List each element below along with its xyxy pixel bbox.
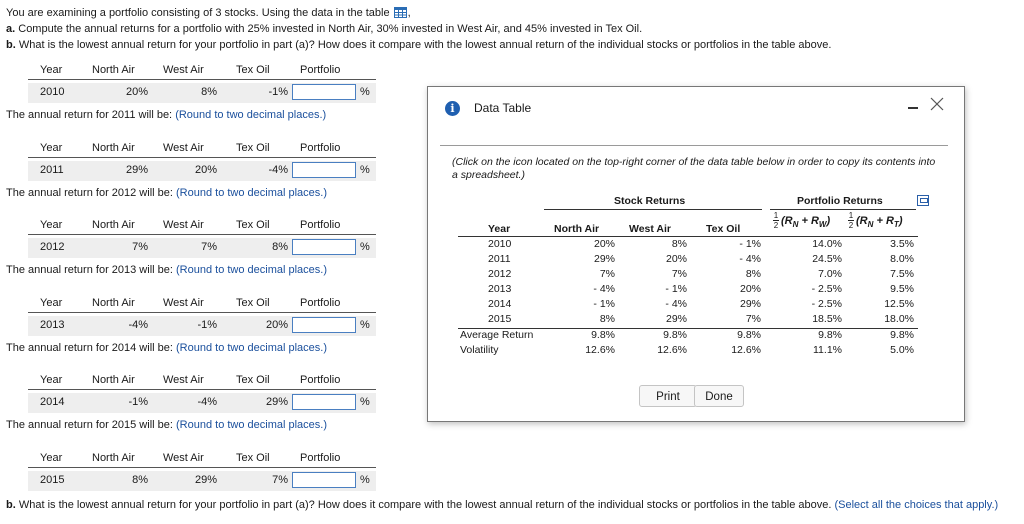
- done-button[interactable]: Done: [694, 385, 744, 407]
- data-table-dialog: [427, 86, 965, 422]
- answer-table-row: [28, 316, 376, 336]
- cell-west: 9.8%: [663, 329, 687, 341]
- rounding-hint: (Round to two decimal places.): [176, 419, 328, 431]
- row-tex-oil: -1%: [268, 86, 288, 98]
- header-west-air: West Air: [163, 452, 204, 464]
- percent-sign: %: [360, 319, 370, 331]
- cell-p2: 9.8%: [890, 329, 914, 341]
- cell-north: 12.6%: [585, 344, 615, 356]
- portfolio-return-input[interactable]: [292, 84, 356, 100]
- row-tex-oil: -4%: [268, 164, 288, 176]
- dialog-title: Data Table: [474, 101, 532, 115]
- answer-part-2013: [0, 296, 380, 356]
- answer-table-row: [28, 393, 376, 413]
- cell-p2: 8.0%: [890, 253, 914, 265]
- answer-part-2011: [0, 141, 380, 201]
- row-north-air: -4%: [128, 319, 148, 331]
- cell-tex: - 4%: [739, 253, 761, 265]
- formula1-expression: $(R_N + R_W)$: [781, 215, 831, 230]
- cell-tex: 8%: [745, 268, 761, 280]
- answer-table-row: [28, 83, 376, 103]
- part-b-question-text: What is the lowest annual return for your portfolio in part (a)? How does it compare with the lowest annual return of the individual stocks or portfolios in the table above.: [15, 499, 832, 511]
- header-west-air: West Air: [163, 374, 204, 386]
- header-tex-oil: Tex Oil: [236, 64, 270, 76]
- header-portfolio: Portfolio: [300, 219, 341, 231]
- cell-p2: 7.5%: [890, 268, 914, 280]
- header-north-air: North Air: [92, 297, 135, 309]
- row-label: Average Return: [460, 329, 534, 341]
- cell-north: - 4%: [593, 283, 615, 295]
- stock-group-rule: [544, 209, 762, 210]
- row-year: 2011: [40, 164, 64, 176]
- row-year: 2013: [40, 319, 65, 331]
- answer-table-row: [28, 161, 376, 181]
- portfolio-return-input[interactable]: [292, 317, 356, 333]
- annual-return-prompt: [6, 109, 326, 121]
- formula2-denominator: 2: [848, 221, 854, 230]
- header-north-air: North Air: [92, 64, 135, 76]
- header-west-air: West Air: [163, 297, 204, 309]
- cell-west: - 4%: [665, 298, 687, 310]
- portfolio-return-input[interactable]: [292, 162, 356, 178]
- cell-p2: 9.5%: [890, 283, 914, 295]
- cell-north: 20%: [593, 238, 615, 250]
- part-b-question-hint: (Select all the choices that apply.): [834, 499, 999, 511]
- percent-sign: %: [360, 241, 370, 253]
- header-north-air: North Air: [92, 374, 135, 386]
- header-tex-oil: Tex Oil: [236, 374, 270, 386]
- answer-table-header: [28, 63, 376, 80]
- portfolio-group-rule: [770, 209, 916, 210]
- cell-tex: 20%: [739, 283, 761, 295]
- cell-tex: - 1%: [739, 238, 761, 250]
- intro-line-1: [6, 5, 831, 21]
- formula2-numerator: 1: [848, 211, 854, 220]
- header-west-air: West Air: [163, 142, 204, 154]
- row-tex-oil: 7%: [272, 474, 288, 486]
- row-year: 2012: [40, 241, 65, 253]
- rounding-hint: (Round to two decimal places.): [176, 342, 328, 354]
- cell-p1: 11.1%: [813, 344, 842, 356]
- annual-return-prompt: [6, 342, 327, 354]
- prompt-text: The annual return for 2013 will be:: [6, 264, 173, 276]
- portfolio-returns-header: Portfolio Returns: [797, 195, 883, 207]
- row-west-air: 8%: [201, 86, 217, 98]
- cell-west: 20%: [665, 253, 687, 265]
- row-north-air: 20%: [125, 86, 148, 98]
- row-label: 2010: [488, 238, 512, 250]
- answer-table-header: [28, 296, 376, 313]
- copy-to-spreadsheet-icon[interactable]: [917, 195, 929, 206]
- answer-part-2010: [0, 63, 380, 123]
- part-a-label: a.: [6, 23, 16, 35]
- row-year: 2010: [40, 86, 65, 98]
- percent-sign: %: [360, 396, 370, 408]
- row-north-air: -1%: [128, 396, 148, 408]
- col-header-year: Year: [488, 223, 511, 235]
- minimize-icon[interactable]: [908, 107, 918, 109]
- row-west-air: 7%: [201, 241, 217, 253]
- cell-north: 9.8%: [591, 329, 615, 341]
- dialog-header: [428, 87, 964, 131]
- percent-sign: %: [360, 474, 370, 486]
- row-label: 2011: [488, 253, 511, 265]
- prompt-text: The annual return for 2014 will be:: [6, 342, 173, 354]
- cell-north: - 1%: [593, 298, 615, 310]
- cell-north: 7%: [599, 268, 615, 280]
- row-north-air: 29%: [125, 164, 148, 176]
- formula2-expression: $(R_N + R_T)$: [856, 215, 903, 230]
- formula1-denominator: 2: [773, 221, 779, 230]
- cell-p2: 12.5%: [884, 298, 914, 310]
- cell-p2: 18.0%: [884, 313, 914, 325]
- annual-return-prompt: [6, 264, 327, 276]
- summary-rule: [458, 328, 918, 329]
- header-tex-oil: Tex Oil: [236, 219, 270, 231]
- intro-line-3: [6, 37, 831, 53]
- answer-part-2012: [0, 218, 380, 278]
- stock-returns-header: Stock Returns: [614, 195, 686, 207]
- cell-north: 8%: [599, 313, 615, 325]
- cell-p1: 24.5%: [812, 253, 842, 265]
- row-label: 2013: [488, 283, 512, 295]
- rounding-hint: (Round to two decimal places.): [175, 109, 327, 121]
- header-year: Year: [40, 64, 63, 76]
- cell-west: 29%: [665, 313, 687, 325]
- header-west-air: West Air: [163, 219, 204, 231]
- intro-text: You are examining a portfolio consisting of 3 stocks. Using the data in the table: [6, 7, 390, 19]
- prompt-text: The annual return for 2012 will be:: [6, 187, 173, 199]
- row-tex-oil: 8%: [272, 241, 288, 253]
- cell-tex: 9.8%: [737, 329, 761, 341]
- header-year: Year: [40, 142, 63, 154]
- dialog-divider: [440, 145, 948, 146]
- cell-tex: 29%: [739, 298, 761, 310]
- part-b-question-label: b.: [6, 499, 16, 511]
- col-header-west-air: West Air: [629, 223, 672, 235]
- answer-table-row: [28, 471, 376, 491]
- dialog-note: (Click on the icon located on the top-right corner of the data table below in order to copy its contents into a spreadsheet.): [452, 156, 936, 181]
- intro-line-2: [6, 21, 831, 37]
- header-west-air: West Air: [163, 64, 204, 76]
- close-icon[interactable]: [928, 95, 946, 113]
- row-west-air: -1%: [197, 319, 217, 331]
- cell-p1: 18.5%: [812, 313, 842, 325]
- row-tex-oil: 20%: [265, 319, 288, 331]
- cell-p1: - 2.5%: [811, 298, 842, 310]
- percent-sign: %: [360, 86, 370, 98]
- row-label: Volatility: [460, 344, 499, 356]
- header-north-air: North Air: [92, 452, 135, 464]
- header-year: Year: [40, 297, 63, 309]
- header-tex-oil: Tex Oil: [236, 297, 270, 309]
- cell-west: 7%: [671, 268, 687, 280]
- cell-p1: - 2.5%: [811, 283, 842, 295]
- cell-north: 29%: [593, 253, 615, 265]
- part-a-text: Compute the annual returns for a portfolio with 25% invested in North Air, 30% invested in West Air, and 45% invested in Tex Oil.: [15, 23, 643, 35]
- header-portfolio: Portfolio: [300, 142, 341, 154]
- part-b-label: b.: [6, 39, 16, 51]
- annual-return-prompt: [6, 187, 327, 199]
- row-label: 2014: [488, 298, 512, 310]
- answer-table-header: [28, 218, 376, 235]
- header-tex-oil: Tex Oil: [236, 142, 270, 154]
- row-label: 2012: [488, 268, 512, 280]
- row-west-air: 29%: [194, 474, 217, 486]
- intro-comma: ,: [407, 7, 411, 19]
- header-portfolio: Portfolio: [300, 374, 341, 386]
- header-tex-oil: Tex Oil: [236, 452, 270, 464]
- cell-tex: 12.6%: [731, 344, 761, 356]
- row-year: 2014: [40, 396, 65, 408]
- percent-sign: %: [360, 164, 370, 176]
- rounding-hint: (Round to two decimal places.): [176, 264, 328, 276]
- cell-tex: 7%: [745, 313, 761, 325]
- prompt-text: The annual return for 2015 will be:: [6, 419, 173, 431]
- answer-table-header: [28, 451, 376, 468]
- header-portfolio: Portfolio: [300, 297, 341, 309]
- portfolio-return-input[interactable]: [292, 239, 356, 255]
- portfolio-return-input[interactable]: [292, 472, 356, 488]
- answer-table-header: [28, 141, 376, 158]
- print-button[interactable]: Print: [639, 385, 697, 407]
- row-west-air: -4%: [197, 396, 217, 408]
- cell-p1: 7.0%: [818, 268, 842, 280]
- question-intro: [6, 5, 831, 53]
- answer-part-2014: [0, 373, 380, 433]
- row-year: 2015: [40, 474, 65, 486]
- header-year: Year: [40, 452, 63, 464]
- part-b-text: What is the lowest annual return for your portfolio in part (a)? How does it compare with the lowest annual return of the individual stocks or portfolios in the table above.: [15, 39, 832, 51]
- col-header-tex-oil: Tex Oil: [706, 223, 741, 235]
- header-north-air: North Air: [92, 142, 135, 154]
- table-grid-icon[interactable]: [394, 7, 407, 18]
- rounding-hint: (Round to two decimal places.): [176, 187, 328, 199]
- prompt-text: The annual return for 2011 will be:: [6, 109, 173, 121]
- cell-p2: 5.0%: [890, 344, 914, 356]
- portfolio-return-input[interactable]: [292, 394, 356, 410]
- row-label: 2015: [488, 313, 512, 325]
- header-rule: [458, 236, 918, 237]
- cell-west: 12.6%: [657, 344, 687, 356]
- cell-p2: 3.5%: [890, 238, 914, 250]
- header-north-air: North Air: [92, 219, 135, 231]
- info-icon: i: [445, 101, 460, 116]
- header-portfolio: Portfolio: [300, 452, 341, 464]
- answer-table-header: [28, 373, 376, 390]
- answer-table-row: [28, 238, 376, 258]
- part-b-question: [6, 499, 998, 511]
- cell-west: - 1%: [665, 283, 687, 295]
- row-west-air: 20%: [194, 164, 217, 176]
- header-year: Year: [40, 219, 63, 231]
- header-year: Year: [40, 374, 63, 386]
- row-tex-oil: 29%: [265, 396, 288, 408]
- col-header-north-air: North Air: [554, 223, 600, 235]
- annual-return-prompt: [6, 419, 327, 431]
- formula1-numerator: 1: [773, 211, 779, 220]
- cell-west: 8%: [671, 238, 687, 250]
- row-north-air: 8%: [132, 474, 148, 486]
- cell-p1: 14.0%: [812, 238, 842, 250]
- row-north-air: 7%: [132, 241, 148, 253]
- header-portfolio: Portfolio: [300, 64, 341, 76]
- cell-p1: 9.8%: [818, 329, 842, 341]
